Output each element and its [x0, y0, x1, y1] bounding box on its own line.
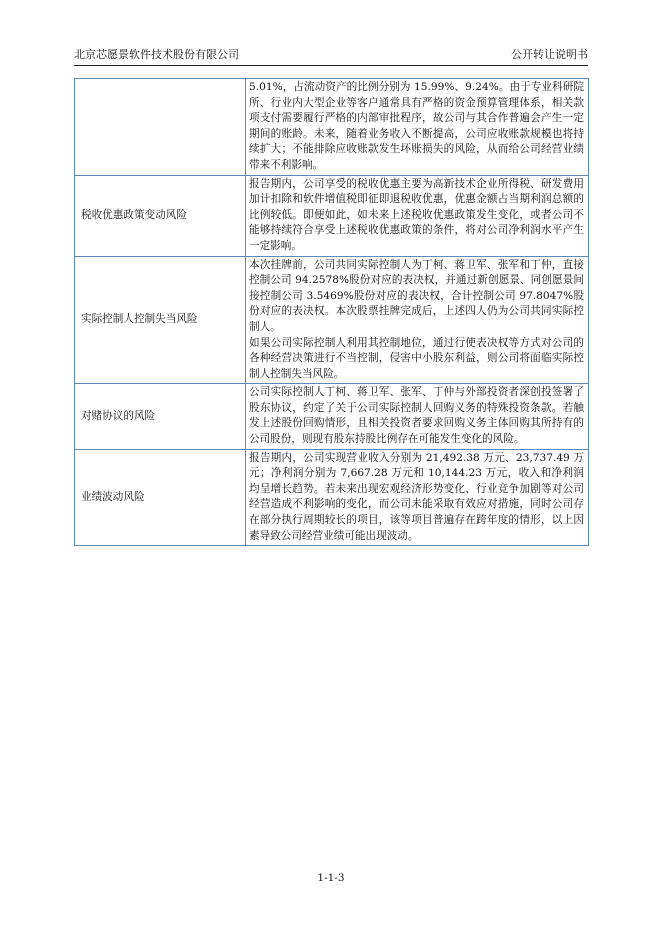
risk-category: 业绩波动风险	[75, 449, 246, 546]
risk-description	[246, 449, 589, 546]
table-row	[75, 256, 589, 384]
page-header	[74, 45, 588, 66]
risk-category	[75, 79, 246, 176]
risk-paragraph: 本次挂牌前，公司共同实际控制人为丁柯、蒋卫军、张军和丁仲，直接控制公司 94.2578%股份对应的表决权，并通过新创愿景、同创愿景间接控制公司 3.5469%股份对应的表决权，合计控制公司 97.8047%股份对应的表决权。本次股票挂牌完成后，上述四人仍为公司共同实际控制人。	[249, 258, 584, 333]
risk-description	[246, 175, 589, 256]
risk-paragraph: 如果公司实际控制人利用其控制地位，通过行使表决权等方式对公司的各种经营决策进行不当控制，侵害中小股东利益，则公司将面临实际控制人控制失当风险。	[249, 336, 584, 380]
risk-paragraph: 5.01%，占流动资产的比例分别为 15.99%、9.24%。由于专业科研院所、行业内大型企业等客户通常具有严格的资金预算管理体系，相关款项支付需要履行严格的内部审批程序，故公司与其合作普遍会产生一定期间的账龄。未来，随着业务收入不断提高，公司应收账款规模也将持续扩大；不能排除应收账款发生坏账损失的风险，从而给公司经营业绩带来不利影响。	[249, 81, 584, 171]
table-row	[75, 449, 589, 546]
risk-paragraph: 报告期内，公司享受的税收优惠主要为高新技术企业所得税、研发费用加计扣除和软件增值税即征即退税收优惠，优惠金额占当期利润总额的比例较低。即便如此，如未来上述税收优惠政策发生变化，或者公司不能够持续符合享受上述税收优惠政策的条件，将对公司净利润水平产生一定影响。	[249, 177, 584, 252]
table-row	[75, 175, 589, 256]
risk-description	[246, 384, 589, 449]
header-company: 北京芯愿景软件技术股份有限公司	[74, 48, 239, 61]
risk-description	[246, 79, 589, 176]
risk-category: 实际控制人控制失当风险	[75, 256, 246, 384]
table-row	[75, 79, 589, 176]
risk-category: 税收优惠政策变动风险	[75, 175, 246, 256]
risk-paragraph: 报告期内，公司实现营业收入分别为 21,492.38 万元、23,737.49 万元；净利润分别为 7,667.28 万元和 10,144.23 万元，收入和净利润均呈增长趋势。若未来出现宏观经济形势变化、行业竞争加剧等对公司经营造成不利影响的变化，而公司未能采取有效应对措施，同时公司存在部分执行周期较长的项目，该等项目普遍存在跨年度的情形，以上因素导致公司经营业绩可能出现波动。	[249, 451, 584, 542]
risk-category: 对赌协议的风险	[75, 384, 246, 449]
header-doc-title: 公开转让说明书	[511, 48, 588, 61]
risk-description	[246, 256, 589, 384]
table-row	[75, 384, 589, 449]
page-number: 1-1-3	[317, 872, 345, 884]
risk-paragraph: 公司实际控制人丁柯、蒋卫军、张军、丁仲与外部投资者深创投签署了股东协议，约定了关于公司实际控制人回购义务的特殊投资条款。若触发上述股份回购情形，且相关投资者要求回购义务主体回购其所持有的公司股份，则现有股东持股比例存在可能发生变化的风险。	[249, 386, 584, 446]
risk-table	[74, 78, 589, 546]
